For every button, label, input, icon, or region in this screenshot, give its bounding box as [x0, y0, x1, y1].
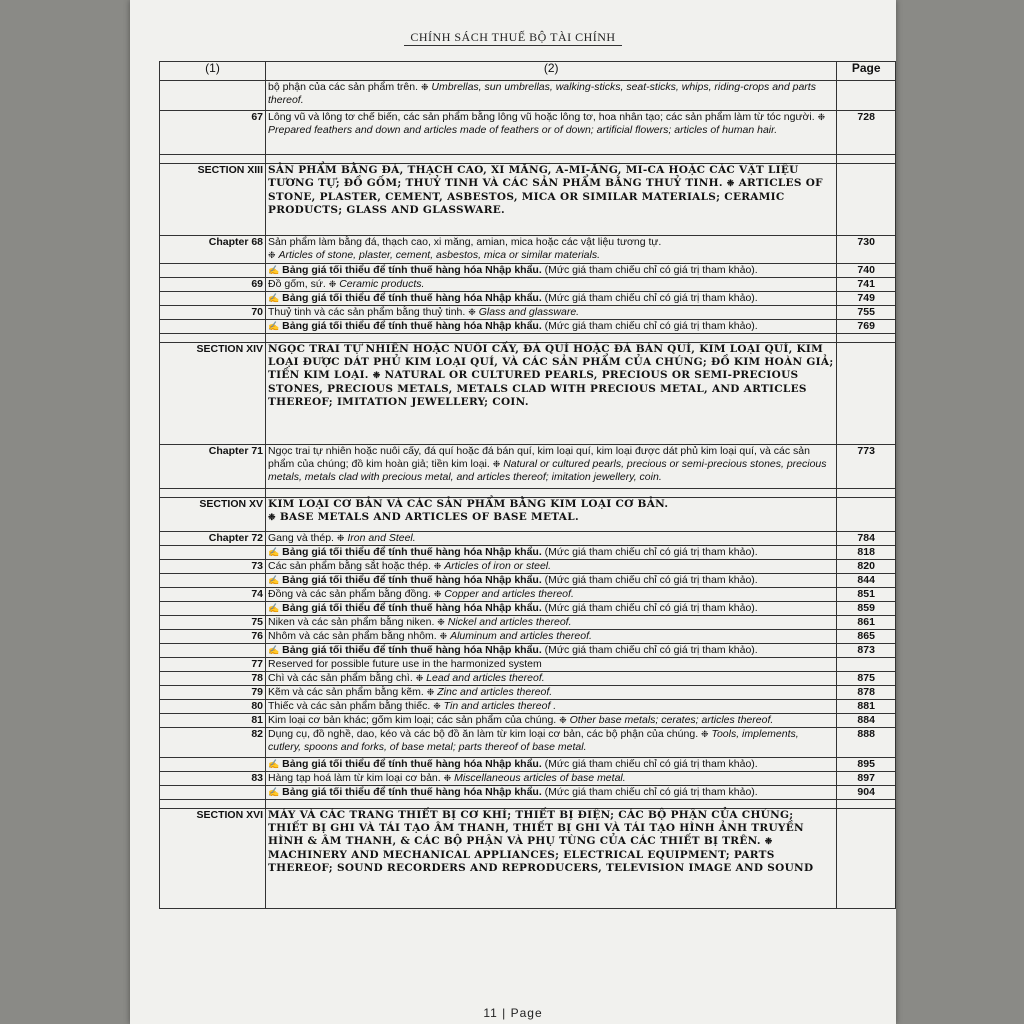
page-number: 895	[837, 758, 896, 772]
entry-text: Các sản phẩm bằng sắt hoặc thép. ❉ Articles of iron or steel.	[266, 560, 837, 574]
page-number: 865	[837, 630, 896, 644]
entry-text: Ngọc trai tự nhiên hoặc nuôi cấy, đá quí hoặc đá bán quí, kim loại quí, kim loại được dát phủ kim loại quí, và các sản phẩm của chúng; đồ kim hoàn giả; tiền kim loại. ❉ Natural or cultured pearls, precious or semi-precious stones, precious metals, metals clad with precious metal, and articles thereof; imitation jewellery, coin.	[266, 445, 837, 489]
table-row	[160, 616, 896, 630]
pencil-icon: ✍	[268, 293, 280, 303]
pencil-icon: ✍	[268, 575, 280, 585]
entry-text: Gang và thép. ❉ Iron and Steel.	[266, 532, 837, 546]
table-row	[160, 306, 896, 320]
chapter-number: 77	[160, 658, 266, 672]
spacer-row	[160, 155, 896, 164]
header-title: CHÍNH SÁCH THUẾ BỘ TÀI CHÍNH	[404, 30, 621, 46]
page-number: 859	[837, 602, 896, 616]
entry-text: Lông vũ và lông tơ chế biến, các sản phẩm bằng lông vũ hoặc lông tơ, hoa nhân tạo; các sản phẩm làm từ tóc người. ❉ Prepared feathers and down and articles made of feathers or of down; artificial flowers; articles of human hair.	[266, 111, 837, 155]
page-number: 755	[837, 306, 896, 320]
section-title: KIM LOẠI CƠ BẢN VÀ CÁC SẢN PHẨM BẰNG KIM LOẠI CƠ BẢN. ❉ BASE METALS AND ARTICLES OF BASE METAL.	[266, 498, 837, 532]
entry-text: Kẽm và các sản phẩm bằng kẽm. ❉ Zinc and articles thereof.	[266, 686, 837, 700]
section-label: SECTION XVI	[160, 809, 266, 909]
section-row	[160, 164, 896, 236]
entry-text: Reserved for possible future use in the harmonized system	[266, 658, 837, 672]
chapter-number: 82	[160, 728, 266, 758]
table-row	[160, 772, 896, 786]
tariff-row: ✍ Bảng giá tối thiểu để tính thuế hàng hóa Nhập khẩu. (Mức giá tham chiếu chỉ có giá trị tham khảo). 873	[160, 644, 896, 658]
wheel-icon: ❉	[443, 773, 452, 783]
chapter-number: 70	[160, 306, 266, 320]
pencil-icon: ✍	[268, 645, 280, 655]
pencil-icon: ✍	[268, 759, 280, 769]
spacer-row	[160, 489, 896, 498]
chapter-number: 76	[160, 630, 266, 644]
wheel-icon: ❉	[559, 715, 567, 725]
page-number: 875	[837, 672, 896, 686]
entry-text: Dụng cụ, đồ nghề, dao, kéo và các bộ đồ ăn làm từ kim loại cơ bản, các bộ phận của chúng. ❉ Tools, implements, cutlery, spoons and forks, of base metal; parts thereof of base metal.	[266, 728, 837, 758]
chapter-label: Chapter 72	[160, 532, 266, 546]
chapter-number: 80	[160, 700, 266, 714]
page-number: 884	[837, 714, 896, 728]
page-number: 730	[837, 236, 896, 264]
wheel-icon: ❉	[433, 561, 442, 571]
chapter-label: Chapter 68	[160, 236, 266, 264]
tariff-row: ✍ Bảng giá tối thiểu để tính thuế hàng hóa Nhập khẩu. (Mức giá tham chiếu chỉ có giá trị tham khảo). 769	[160, 320, 896, 334]
table-row	[160, 445, 896, 489]
page-number: 881	[837, 700, 896, 714]
section-row	[160, 343, 896, 445]
contents-table	[159, 61, 896, 909]
chapter-number: 78	[160, 672, 266, 686]
entry-text: Sản phẩm làm bằng đá, thạch cao, xi măng, amian, mica hoặc các vật liệu tương tự. ❉ Articles of stone, plaster, cement, asbestos, mica or similar materials.	[266, 236, 837, 264]
wheel-icon: ❉	[420, 82, 429, 92]
table-row	[160, 560, 896, 574]
table-row	[160, 588, 896, 602]
table-row	[160, 81, 896, 111]
tariff-row: ✍ Bảng giá tối thiểu để tính thuế hàng hóa Nhập khẩu. (Mức giá tham chiếu chỉ có giá trị tham khảo). 859	[160, 602, 896, 616]
chapter-number: 67	[160, 111, 266, 155]
page-number: 861	[837, 616, 896, 630]
wheel-icon: ❉	[817, 112, 826, 122]
entry-text: Kim loại cơ bản khác; gốm kim loại; các sản phẩm của chúng. ❉ Other base metals; cerates; articles thereof.	[266, 714, 837, 728]
wheel-icon: ❉	[433, 589, 442, 599]
section-title: NGỌC TRAI TỰ NHIÊN HOẶC NUÔI CẤY, ĐÁ QUÍ HOẶC ĐÁ BÁN QUÍ, KIM LOẠI QUÍ, KIM LOẠI ĐƯỢC DÁT PHỦ KIM LOẠI QUÍ, VÀ CÁC SẢN PHẨM CỦA CHÚNG; ĐỒ KIM HOÀN GIẢ; TIỀN KIM LOẠI. ❉ NATURAL OR CULTURED PEARLS, PRECIOUS OR SEMI-PRECIOUS STONES, PRECIOUS METALS, METALS CLAD WITH PRECIOUS METAL, AND ARTICLES THEREOF; IMITATION JEWELLERY; COIN.	[266, 343, 837, 445]
section-row	[160, 809, 896, 909]
page-header	[130, 30, 896, 45]
page-number: 818	[837, 546, 896, 560]
wheel-icon: ❉	[437, 617, 445, 627]
table-row	[160, 532, 896, 546]
chapter-number: 83	[160, 772, 266, 786]
chapter-number: 73	[160, 560, 266, 574]
table-row	[160, 111, 896, 155]
entry-text: Thiếc và các sản phẩm bằng thiếc. ❉ Tin and articles thereof .	[266, 700, 837, 714]
entry-text: Chì và các sản phẩm bằng chì. ❉ Lead and articles thereof.	[266, 672, 837, 686]
tariff-row: ✍ Bảng giá tối thiểu để tính thuế hàng hóa Nhập khẩu. (Mức giá tham chiếu chỉ có giá trị tham khảo). 904	[160, 786, 896, 800]
chapter-number: 79	[160, 686, 266, 700]
wheel-icon: ❉	[415, 673, 424, 683]
page-number: 904	[837, 786, 896, 800]
table-header-row	[160, 62, 896, 81]
wheel-icon: ❉	[701, 729, 709, 739]
wheel-icon: ❉	[764, 837, 773, 847]
wheel-icon: ❉	[328, 279, 337, 289]
page-number: 851	[837, 588, 896, 602]
entry-text: bộ phận của các sản phẩm trên. ❉ Umbrellas, sun umbrellas, walking-sticks, seat-sticks, whips, riding-crops and parts thereof.	[266, 81, 837, 111]
page-number: 740	[837, 264, 896, 278]
entry-text: Đồng và các sản phẩm bằng đồng. ❉ Copper and articles thereof.	[266, 588, 837, 602]
page-footer: 11 | Page	[483, 1006, 543, 1020]
wheel-icon: ❉	[372, 371, 381, 381]
page-number: 749	[837, 292, 896, 306]
page-number: 773	[837, 445, 896, 489]
chapter-number: 69	[160, 278, 266, 292]
table-row	[160, 728, 896, 758]
wheel-icon: ❉	[433, 701, 441, 711]
wheel-icon: ❉	[426, 687, 435, 697]
column-header-1: (1)	[160, 62, 266, 81]
wheel-icon: ❉	[726, 179, 735, 189]
entry-text: Đồ gốm, sứ. ❉ Ceramic products.	[266, 278, 837, 292]
page-number: 897	[837, 772, 896, 786]
pencil-icon: ✍	[268, 547, 280, 557]
section-row	[160, 498, 896, 532]
page-number: 888	[837, 728, 896, 758]
chapter-label: Chapter 71	[160, 445, 266, 489]
page-number: 728	[837, 111, 896, 155]
entry-text: Nhôm và các sản phẩm bằng nhôm. ❉ Aluminum and articles thereof.	[266, 630, 837, 644]
column-header-2: (2)	[266, 62, 837, 81]
document-page	[130, 0, 896, 1024]
table-row	[160, 686, 896, 700]
table-row	[160, 630, 896, 644]
table-row	[160, 714, 896, 728]
page-number: 769	[837, 320, 896, 334]
table-row	[160, 278, 896, 292]
page-number: 878	[837, 686, 896, 700]
page-number: 784	[837, 532, 896, 546]
wheel-icon: ❉	[439, 631, 448, 641]
page-number: 820	[837, 560, 896, 574]
wheel-icon: ❉	[268, 513, 276, 523]
pencil-icon: ✍	[268, 603, 280, 613]
section-title: SẢN PHẨM BẰNG ĐÁ, THẠCH CAO, XI MĂNG, A-MI-ĂNG, MI-CA HOẶC CÁC VẬT LIỆU TƯƠNG TỰ; ĐỒ GỐM; THUỶ TINH VÀ CÁC SẢN PHẨM BẰNG THUỶ TINH. ❉ ARTICLES OF STONE, PLASTER, CEMENT, ASBESTOS, MICA OR SIMILAR MATERIALS; CERAMIC PRODUCTS; GLASS AND GLASSWARE.	[266, 164, 837, 236]
section-title: MÁY VÀ CÁC TRANG THIẾT BỊ CƠ KHÍ; THIẾT BỊ ĐIỆN; CÁC BỘ PHẬN CỦA CHÚNG; THIẾT BỊ GHI VÀ TÁI TẠO ÂM THANH, THIẾT BỊ GHI VÀ TÁI TẠO HÌNH ẢNH TRUYỀN HÌNH & ÂM THANH, & CÁC BỘ PHẬN VÀ PHỤ TÙNG CỦA CÁC THIẾT BỊ TRÊN. ❉ MACHINERY AND MECHANICAL APPLIANCES; ELECTRICAL EQUIPMENT; PARTS THEREOF; SOUND RECORDERS AND REPRODUCERS, TELEVISION IMAGE AND SOUND	[266, 809, 837, 909]
entry-text: Hàng tạp hoá làm từ kim loại cơ bản. ❉ Miscellaneous articles of base metal.	[266, 772, 837, 786]
table-row	[160, 236, 896, 264]
wheel-icon: ❉	[492, 459, 501, 469]
tariff-row: ✍ Bảng giá tối thiểu để tính thuế hàng hóa Nhập khẩu. (Mức giá tham chiếu chỉ có giá trị tham khảo). 818	[160, 546, 896, 560]
entry-text: Thuỷ tinh và các sản phẩm bằng thuỷ tinh. ❉ Glass and glassware.	[266, 306, 837, 320]
column-header-page: Page	[837, 62, 896, 81]
tariff-row: ✍ Bảng giá tối thiểu để tính thuế hàng hóa Nhập khẩu. (Mức giá tham chiếu chỉ có giá trị tham khảo). 749	[160, 292, 896, 306]
page-number: 844	[837, 574, 896, 588]
spacer-row	[160, 800, 896, 809]
spacer-row	[160, 334, 896, 343]
section-label: SECTION XV	[160, 498, 266, 532]
chapter-number: 75	[160, 616, 266, 630]
pencil-icon: ✍	[268, 787, 280, 797]
table-row	[160, 672, 896, 686]
page-number: 741	[837, 278, 896, 292]
tariff-row: ✍ Bảng giá tối thiểu để tính thuế hàng hóa Nhập khẩu. (Mức giá tham chiếu chỉ có giá trị tham khảo). 844	[160, 574, 896, 588]
chapter-number: 74	[160, 588, 266, 602]
table-row	[160, 700, 896, 714]
page-number: 873	[837, 644, 896, 658]
chapter-number: 81	[160, 714, 266, 728]
tariff-row: ✍ Bảng giá tối thiểu để tính thuế hàng hóa Nhập khẩu. (Mức giá tham chiếu chỉ có giá trị tham khảo). 740	[160, 264, 896, 278]
tariff-row: ✍ Bảng giá tối thiểu để tính thuế hàng hóa Nhập khẩu. (Mức giá tham chiếu chỉ có giá trị tham khảo). 895	[160, 758, 896, 772]
pencil-icon: ✍	[268, 321, 280, 331]
pencil-icon: ✍	[268, 265, 280, 275]
section-label: SECTION XIII	[160, 164, 266, 236]
section-label: SECTION XIV	[160, 343, 266, 445]
wheel-icon: ❉	[268, 250, 276, 260]
entry-text: Niken và các sản phẩm bằng niken. ❉ Nickel and articles thereof.	[266, 616, 837, 630]
table-row	[160, 658, 896, 672]
wheel-icon: ❉	[336, 533, 345, 543]
wheel-icon: ❉	[468, 307, 476, 317]
